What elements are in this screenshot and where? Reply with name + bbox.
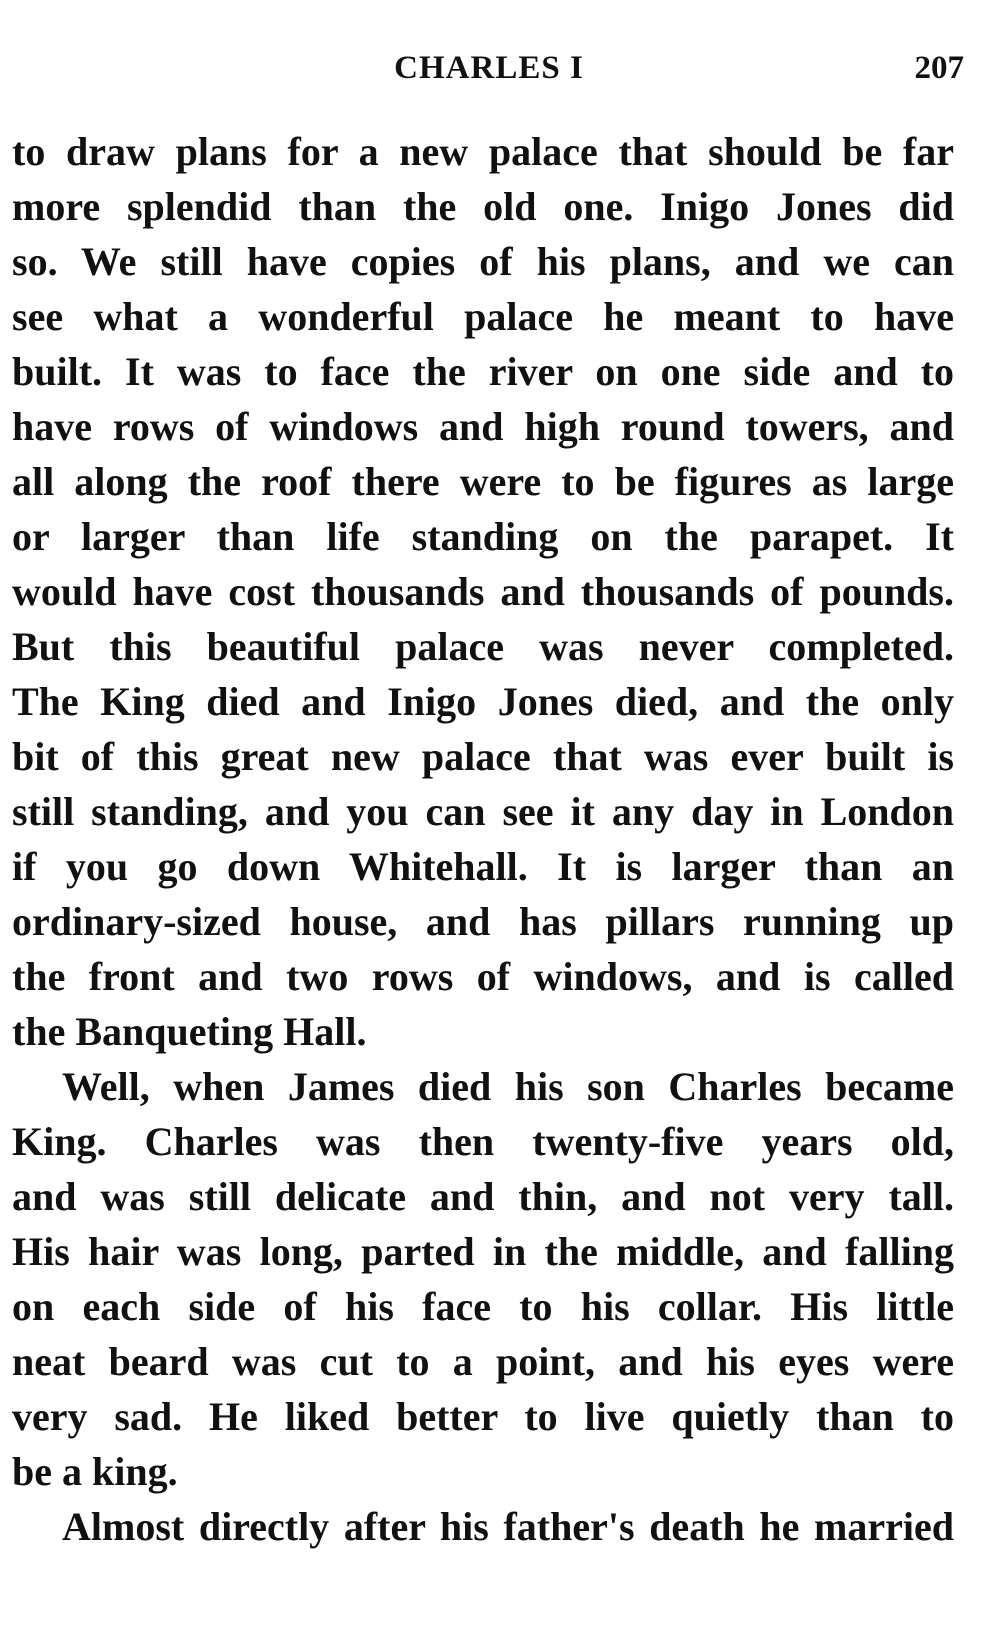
- text-line: if you go down Whitehall. It is larger than an: [12, 844, 954, 889]
- text-line: King. Charles was then twenty-five years old,: [12, 1119, 954, 1164]
- text-line: the Banqueting Hall.: [12, 1009, 367, 1054]
- text-line: more splendid than the old one. Inigo Jones did: [12, 184, 954, 229]
- text-line: But this beautiful palace was never completed.: [12, 624, 954, 669]
- text-line: to draw plans for a new palace that should be far: [12, 129, 954, 174]
- text-line: have rows of windows and high round towers, and: [12, 404, 954, 449]
- text-line: see what a wonderful palace he meant to have: [12, 294, 954, 339]
- text-line: His hair was long, parted in the middle, and falling: [12, 1229, 954, 1274]
- page-header: [14, 44, 964, 94]
- text-line: still standing, and you can see it any day in London: [12, 789, 954, 834]
- text-line: and was still delicate and thin, and not very tall.: [12, 1174, 954, 1219]
- text-line: on each side of his face to his collar. His little: [12, 1284, 954, 1329]
- paragraph-first-line: Almost directly after his father's death he married: [62, 1504, 954, 1549]
- text-line: neat beard was cut to a point, and his eyes were: [12, 1339, 954, 1384]
- running-title: CHARLES I: [394, 50, 584, 86]
- text-line: bit of this great new palace that was ever built is: [12, 734, 954, 779]
- text-line: very sad. He liked better to live quietly than to: [12, 1394, 954, 1439]
- text-line: ordinary-sized house, and has pillars running up: [12, 899, 954, 944]
- text-line: The King died and Inigo Jones died, and the only: [12, 679, 954, 724]
- text-line: built. It was to face the river on one side and to: [12, 349, 954, 394]
- text-line: be a king.: [12, 1449, 178, 1494]
- text-line: or larger than life standing on the parapet. It: [12, 514, 954, 559]
- page-number: 207: [914, 50, 964, 86]
- text-line: so. We still have copies of his plans, and we can: [12, 239, 954, 284]
- text-line: all along the roof there were to be figures as large: [12, 459, 954, 504]
- text-line: would have cost thousands and thousands of pounds.: [12, 569, 954, 614]
- text-line: the front and two rows of windows, and is called: [12, 954, 954, 999]
- paragraph-first-line: Well, when James died his son Charles became: [62, 1064, 954, 1109]
